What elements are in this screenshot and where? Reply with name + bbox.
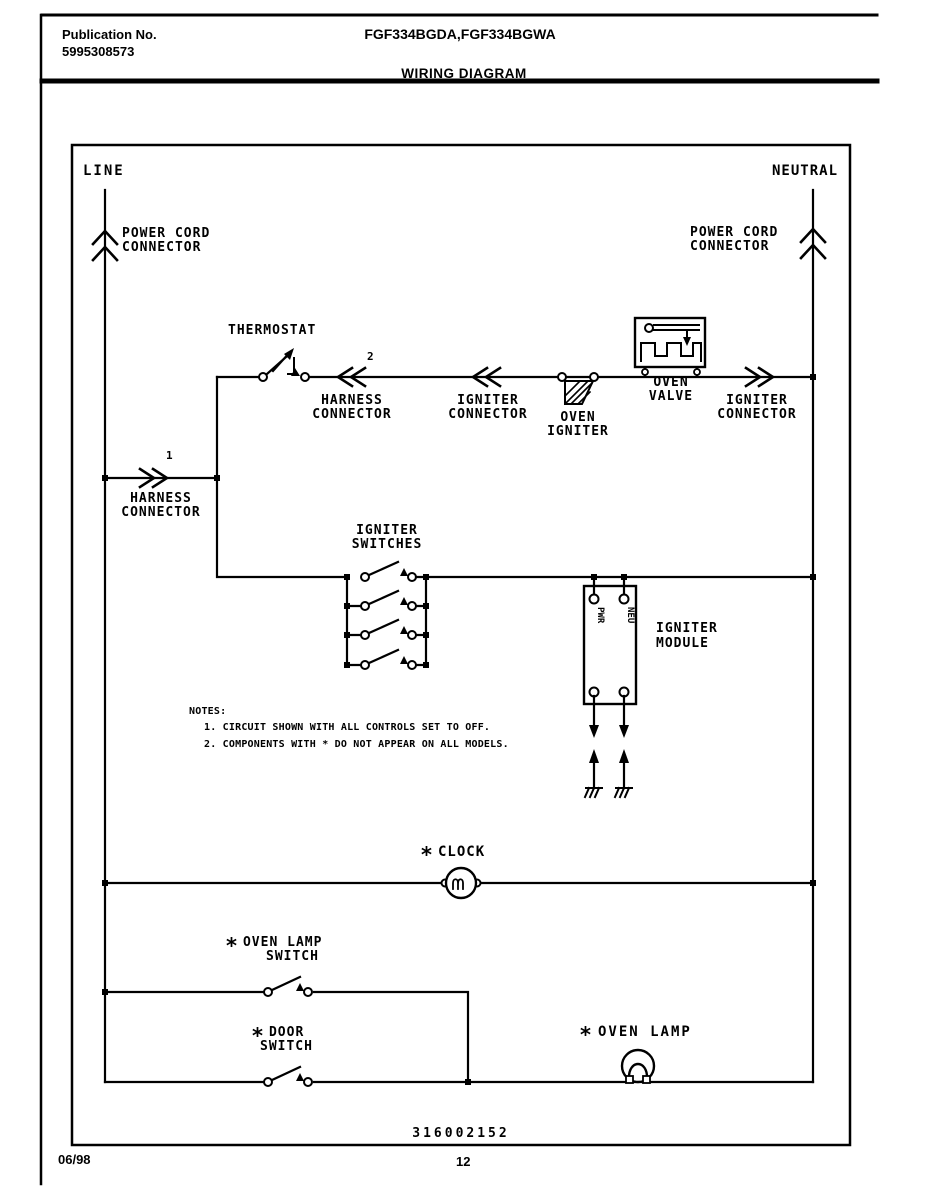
igniter-conn-right-line1: IGNITER <box>726 393 788 408</box>
oven-valve-symbol <box>635 318 705 377</box>
igniter-module-line1: IGNITER <box>656 621 718 636</box>
asterisk-icon: * <box>580 1023 593 1047</box>
footer-date: 06/98 <box>58 1152 91 1167</box>
ground-icon <box>585 788 632 797</box>
module-terminal-pwr-label: PWR <box>595 607 605 624</box>
harness2-number: 2 <box>367 350 374 363</box>
scan-edge-lines <box>41 15 877 1184</box>
door-switch-line2: SWITCH <box>260 1039 313 1054</box>
igniter-conn-left-line1: IGNITER <box>457 393 519 408</box>
notes-heading: NOTES: <box>189 706 227 717</box>
page-title: WIRING DIAGRAM <box>401 66 527 81</box>
power-cord-right-line1: POWER CORD <box>690 225 779 240</box>
power-cord-left-line1: POWER CORD <box>122 226 211 241</box>
clock-label <box>421 843 486 867</box>
power-cord-left-line2: CONNECTOR <box>122 240 202 255</box>
line-label: LINE <box>83 163 125 179</box>
thermostat-label: THERMOSTAT <box>228 323 317 338</box>
igniter-switches-line2: SWITCHES <box>351 537 423 552</box>
harness1-line2: CONNECTOR <box>121 505 201 520</box>
igniter-connector-right-label <box>717 394 796 422</box>
harness-connector-1-label <box>121 492 200 520</box>
oven-igniter-line1: OVEN <box>560 410 596 425</box>
igniter-switches-symbol <box>347 562 813 669</box>
oven-valve-label <box>649 376 693 404</box>
igniter-conn-right-line2: CONNECTOR <box>717 407 797 422</box>
igniter-conn-left-line2: CONNECTOR <box>448 407 528 422</box>
oven-lamp-symbol <box>622 1050 654 1083</box>
asterisk-icon: * <box>421 843 433 867</box>
harness1-line1: HARNESS <box>130 491 192 506</box>
note-2: 2. COMPONENTS WITH * DO NOT APPEAR ON ALL MODELS. <box>204 739 509 750</box>
door-switch-symbol <box>105 1067 813 1086</box>
igniter-module-symbol <box>584 577 636 704</box>
igniter-switches-label <box>352 524 423 552</box>
oven-lamp-label-text: OVEN LAMP <box>597 1024 692 1040</box>
publication-number: 5995308573 <box>62 44 135 59</box>
harness1-number: 1 <box>166 449 173 462</box>
footer-page-number: 12 <box>456 1154 471 1169</box>
diagram-border <box>72 145 850 1145</box>
power-cord-right-line2: CONNECTOR <box>690 239 770 254</box>
note-1: 1. CIRCUIT SHOWN WITH ALL CONTROLS SET TO OFF. <box>204 722 491 733</box>
harness2-line2: CONNECTOR <box>312 407 392 422</box>
door-switch-label <box>252 1026 313 1054</box>
oven-lamp-label <box>580 1023 692 1047</box>
clock-label-text: CLOCK <box>437 844 486 860</box>
thermostat-symbol <box>259 348 309 381</box>
igniter-connector-left-label <box>448 394 527 422</box>
harness-connector-2-label <box>312 394 391 422</box>
harness2-line1: HARNESS <box>321 393 383 408</box>
asterisk-icon: * <box>226 934 238 958</box>
publication-label: Publication No. <box>62 27 157 42</box>
oven-valve-line2: VALVE <box>648 389 694 404</box>
spark-electrode-symbols <box>585 696 632 797</box>
part-number: 316002152 <box>412 1126 510 1141</box>
oven-igniter-line2: IGNITER <box>547 424 609 439</box>
oven-lamp-switch-label <box>226 936 322 964</box>
oven-lamp-switch-line1: OVEN LAMP <box>242 935 323 950</box>
igniter-module-label <box>656 621 718 651</box>
neutral-label: NEUTRAL <box>772 163 839 179</box>
clock-symbol <box>105 868 813 898</box>
model-numbers: FGF334BGDA,FGF334BGWA <box>364 26 556 42</box>
asterisk-icon: * <box>252 1024 264 1048</box>
door-switch-line1: DOOR <box>268 1025 305 1040</box>
module-terminal-neu-label: NEU <box>625 607 635 624</box>
oven-valve-line1: OVEN <box>653 375 689 390</box>
igniter-switches-line1: IGNITER <box>356 523 418 538</box>
oven-lamp-switch-line2: SWITCH <box>266 949 319 964</box>
power-cord-connector-right-label <box>690 226 778 254</box>
oven-igniter-label <box>547 411 609 439</box>
power-cord-connector-left-label <box>122 227 210 255</box>
igniter-module-line2: MODULE <box>656 636 709 651</box>
